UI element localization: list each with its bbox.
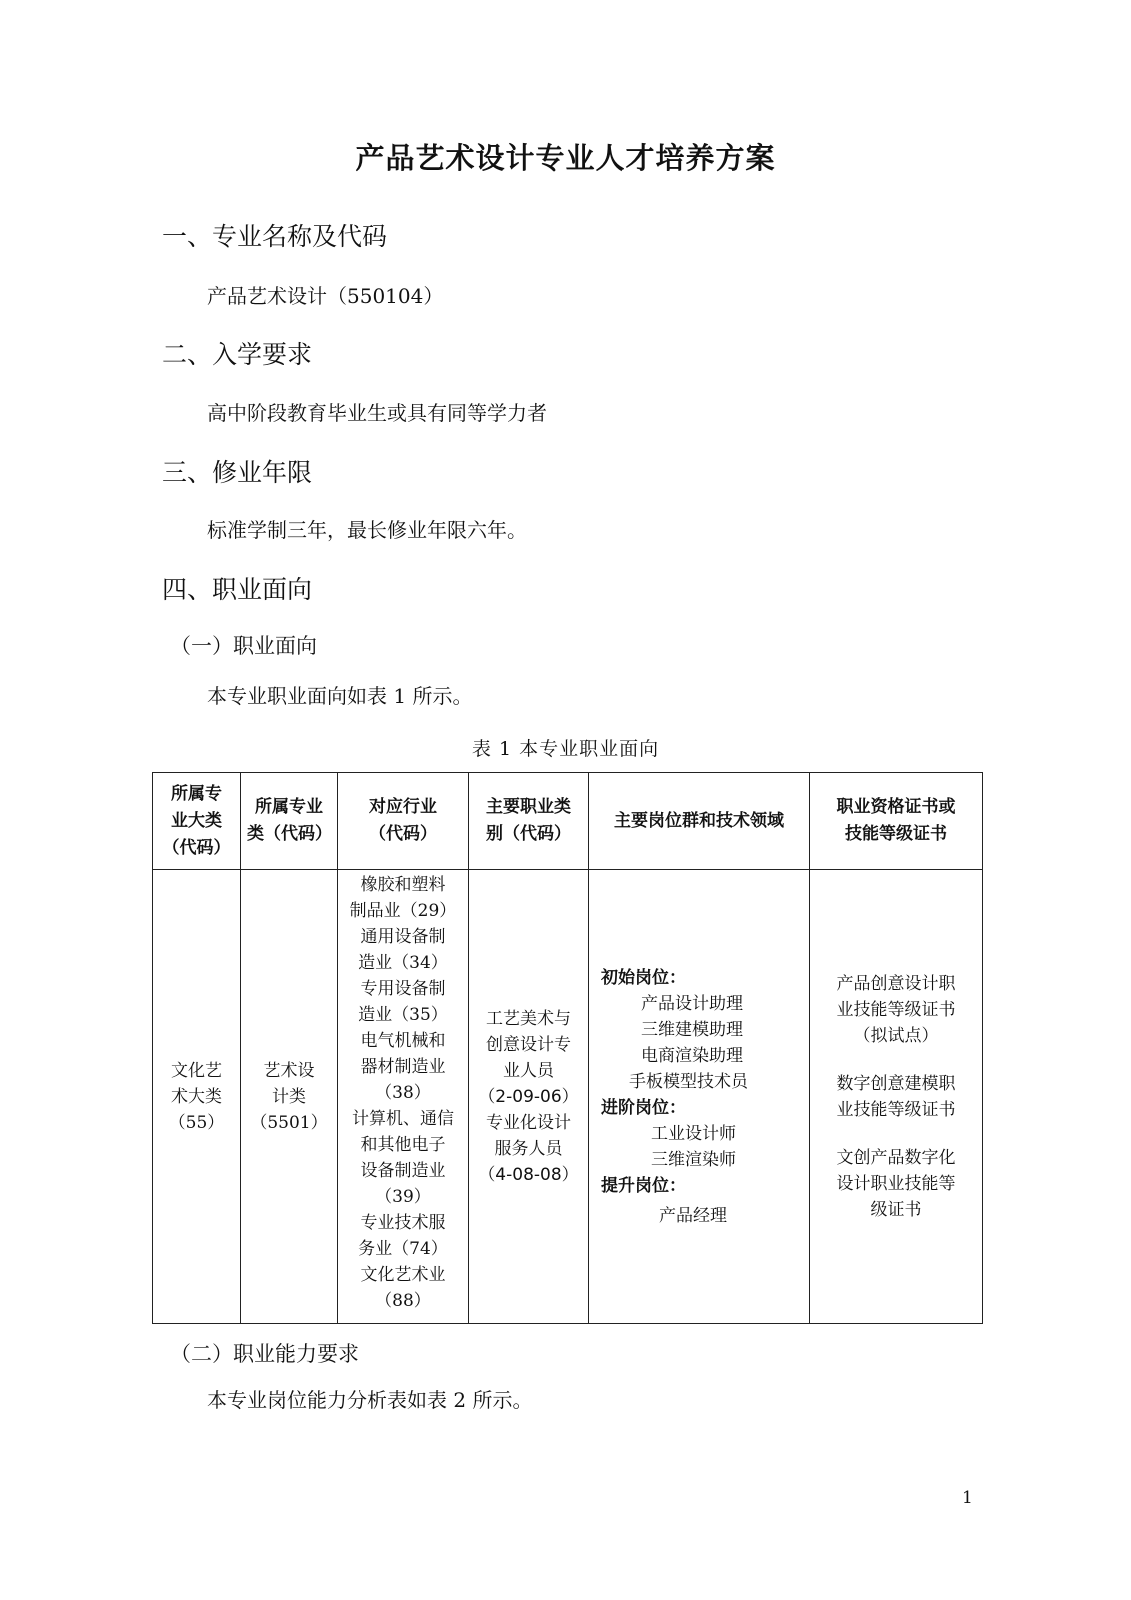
subsection-heading-2: （二）职业能力要求 [170, 1342, 359, 1366]
header-category: 所属专 业大类 （代码） [153, 773, 241, 870]
cell-occupations: 工艺美术与 创意设计专 业人员 （2-09-06） 专业化设计 服务人员 （4-08-08） [469, 870, 589, 1324]
post-item: 三维建模助理 [641, 1019, 743, 1040]
post-item: 工业设计师 [651, 1123, 736, 1144]
table-row [153, 870, 983, 1324]
header-industry: 对应行业 （代码） [338, 773, 469, 870]
post-item: 电商渲染助理 [641, 1045, 743, 1066]
subsection-text-1: 本专业职业面向如表 1 所示。 [207, 684, 473, 708]
page-number: 1 [962, 1488, 973, 1508]
section-text-1: 产品艺术设计（550104） [207, 284, 444, 308]
post-group-heading: 进阶岗位： [601, 1097, 686, 1118]
subsection-heading-1: （一）职业面向 [170, 634, 317, 658]
post-item: 产品设计助理 [641, 993, 743, 1014]
subsection-text-2: 本专业岗位能力分析表如表 2 所示。 [207, 1388, 533, 1412]
header-posts: 主要岗位群和技术领域 [589, 773, 810, 870]
table-header-row [153, 773, 983, 870]
post-item: 三维渲染师 [651, 1149, 736, 1170]
section-heading-4: 四、职业面向 [162, 575, 313, 604]
section-text-2: 高中阶段教育毕业生或具有同等学力者 [207, 401, 547, 425]
cell-certificates: 产品创意设计职 业技能等级证书 （拟试点） 数字创意建模职 业技能等级证书 文创产品数字化 设计职业技能等 级证书 [810, 870, 983, 1324]
cell-industries: 橡胶和塑料 制品业（29） 通用设备制 造业（34） 专用设备制 造业（35） 电气机械和 器材制造业 （38） 计算机、通信 和其他电子 设备制造业 （39） 专业技术服 务业（74） 文化艺术业 （88） [338, 870, 469, 1324]
cell-posts [589, 870, 810, 1324]
header-certificates: 职业资格证书或 技能等级证书 [810, 773, 983, 870]
table-caption: 表 1 本专业职业面向 [471, 738, 660, 760]
cell-subcategory: 艺术设 计类 （5501） [241, 870, 338, 1324]
section-heading-2: 二、入学要求 [162, 340, 313, 369]
section-heading-3: 三、修业年限 [162, 458, 313, 487]
section-text-3: 标准学制三年，最长修业年限六年。 [207, 518, 527, 542]
section-heading-1: 一、专业名称及代码 [162, 222, 388, 251]
post-group-heading: 初始岗位： [601, 967, 686, 988]
post-item: 产品经理 [659, 1205, 727, 1226]
header-subcategory: 所属专业 类（代码） [241, 773, 338, 870]
occupation-table [152, 772, 983, 1324]
document-title: 产品艺术设计专业人才培养方案 [355, 141, 776, 175]
post-group-heading: 提升岗位： [601, 1175, 686, 1196]
cell-category: 文化艺 术大类 （55） [153, 870, 241, 1324]
post-item: 手板模型技术员 [629, 1071, 748, 1092]
header-occupation: 主要职业类 别（代码） [469, 773, 589, 870]
